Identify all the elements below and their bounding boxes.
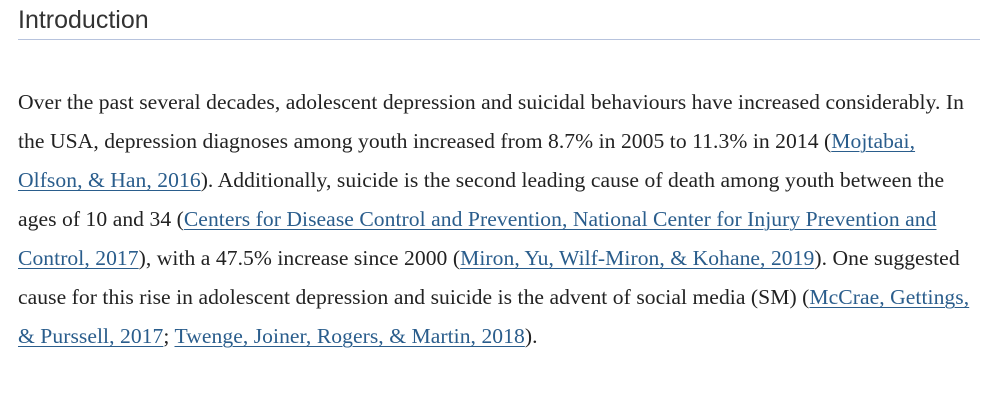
citation-link-mccrae[interactable]: McCrae, Gettings, & Purssell, 2017 [18,285,970,348]
citation-link-twenge[interactable]: Twenge, Joiner, Rogers, & Martin, 2018 [174,324,525,348]
introduction-paragraph [18,40,980,356]
paragraph-text: ). Additionally, suicide is the second leading cause of death among youth between the ages of 10 and 34 ( [18,168,945,231]
citation-link-miron[interactable]: Miron, Yu, Wilf-Miron, & Kohane, 2019 [460,246,815,270]
section-heading: Introduction [18,0,980,40]
introduction-section [18,0,980,356]
paragraph-text: ). One suggested cause for this rise in adolescent depression and suicide is the advent of social media (SM) ( [18,246,960,309]
citation-link-cdc[interactable]: Centers for Disease Control and Prevention, National Center for Injury Prevention and Control, 2017 [18,207,937,270]
paragraph-text: ), with a 47.5% increase since 2000 ( [138,246,461,270]
citation-link-mojtabai[interactable]: Mojtabai, Olfson, & Han, 2016 [18,129,916,192]
paragraph-text: ). [524,324,538,348]
paragraph-text: Over the past several decades, adolescent depression and suicidal behaviours have increased considerably. In the USA, depression diagnoses among youth increased from 8.7% in 2005 to 11.3% in 2014 ( [18,90,964,153]
paragraph-text: ; [163,324,175,348]
